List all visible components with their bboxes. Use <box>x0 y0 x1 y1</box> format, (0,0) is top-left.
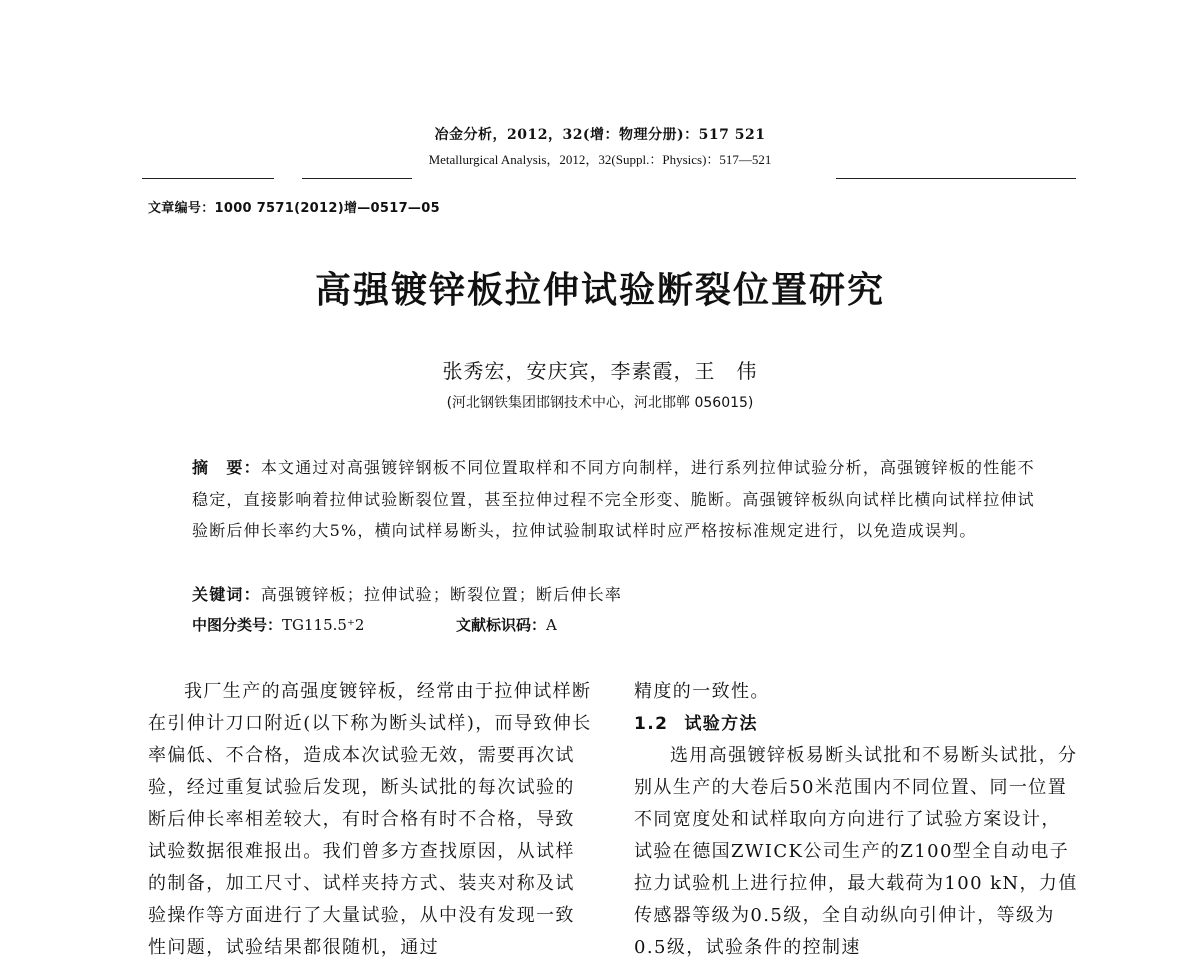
journal-header-cn: 冶金分析，2012，32(增：物理分册)：517 521 <box>434 127 766 143</box>
body-paragraph: 选用高强镀锌板易断头试批和不易断头试批，分别从生产的大卷后50米范围内不同位置、同一位置不同宽度处和试样取向方向进行了试验方案设计，试验在德国ZWICK公司生产的Z100型全自动电子拉力试验机上进行拉伸，最大载荷为100 kN，力值传感器等级为0.5级，全自动纵向引伸计，等级为0.5级，试验条件的控制速 <box>634 745 1078 958</box>
journal-header-en: Metallurgical Analysis，2012，32(Suppl.：Physics)：517—521 <box>428 152 772 167</box>
clc-value: TG115.5⁺2 <box>282 616 365 634</box>
header-rule-left <box>142 178 274 179</box>
body-column-right <box>634 676 1078 964</box>
abstract-label: 摘 要： <box>192 458 261 477</box>
clc-label: 中图分类号： <box>192 616 283 634</box>
header-rule-right <box>836 178 1076 179</box>
classification-line <box>192 614 1042 635</box>
keywords <box>192 582 1042 605</box>
keywords-text: 高强镀锌板；拉伸试验；断裂位置；断后伸长率 <box>260 585 623 604</box>
article-number: 文章编号：1000 7571(2012)增—0517—05 <box>148 201 440 216</box>
paper-title: 高强镀锌板拉伸试验断裂位置研究 <box>314 270 885 311</box>
abstract-text: 本文通过对高强镀锌钢板不同位置取样和不同方向制样，进行系列拉伸试验分析，高强镀锌板的性能不稳定，直接影响着拉伸试验断裂位置，甚至拉伸过程不完全形变、脆断。高强镀锌板纵向试样比横向试样拉伸试验断后伸长率约大5%，横向试样易断头，拉伸试验制取试样时应严格按标准规定进行，以免造成误判。 <box>192 458 1035 540</box>
section-heading <box>634 708 1078 740</box>
section-number: 1.2 <box>634 714 669 734</box>
body-column-left <box>148 676 592 964</box>
keywords-label: 关键词： <box>192 585 261 604</box>
body-paragraph: 我厂生产的高强度镀锌板，经常由于拉伸试样断在引伸计刀口附近(以下称为断头试样)，而导致伸长率偏低、不合格，造成本次试验无效，需要再次试验，经过重复试验后发现，断头试批的每次试验的断后伸长率相差较大，有时合格有时不合格，导致试验数据很难报出。我们曾多方查找原因，从试样的制备，加工尺寸、试样夹持方式、装夹对称及试验操作等方面进行了大量试验，从中没有发现一致性问题，试验结果都很随机，通过 <box>148 681 592 958</box>
body-paragraph-continued: 精度的一致性。 <box>634 681 770 702</box>
doc-code-label: 文献标识码： <box>456 616 547 634</box>
document-code <box>456 614 557 635</box>
author-list: 张秀宏，安庆宾，李素霞，王 伟 <box>442 359 758 383</box>
section-title: 试验方法 <box>684 714 758 734</box>
abstract <box>192 452 1042 547</box>
affiliation: (河北钢铁集团邯钢技术中心，河北邯郸 056015) <box>446 395 754 411</box>
doc-code-value: A <box>546 616 557 634</box>
header-rule-mid <box>302 178 412 179</box>
